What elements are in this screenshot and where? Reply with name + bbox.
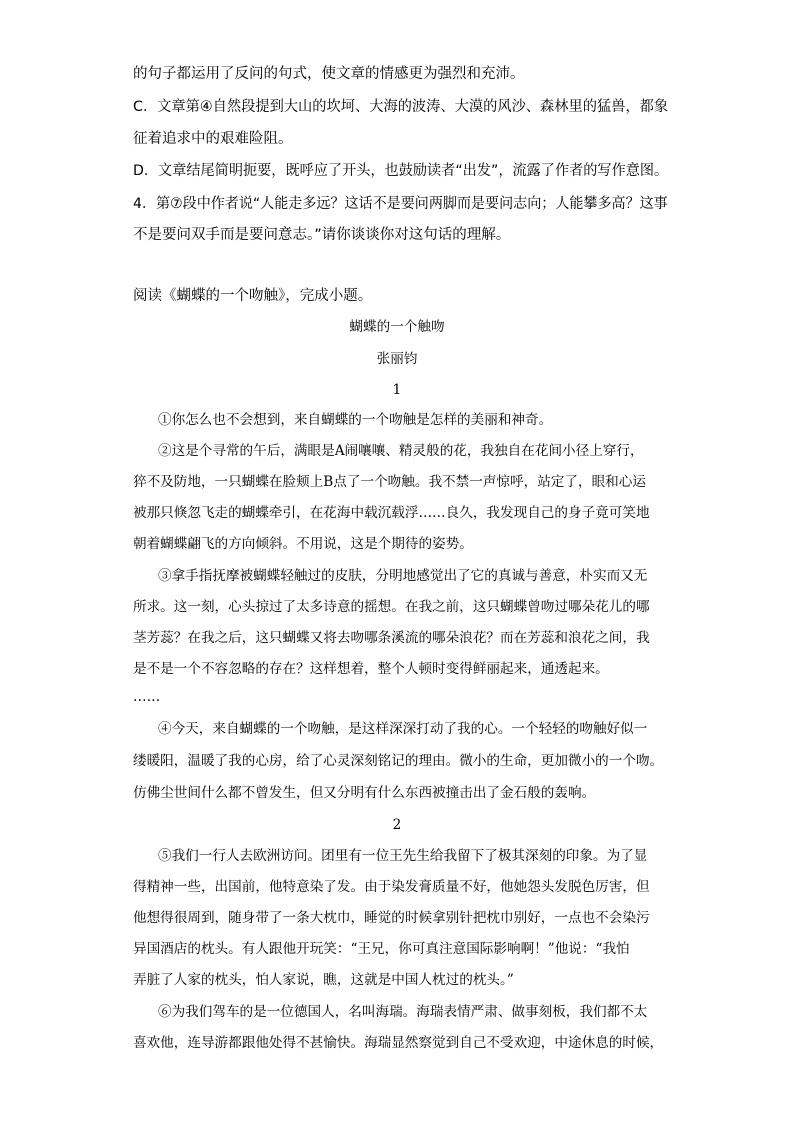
article-line: 仿佛尘世间什么都不曾发生，但又分明有什么东西被撞击出了金石般的轰响。 xyxy=(133,785,596,801)
question-line: 征着追求中的艰难险阻。 xyxy=(133,131,293,147)
section-number: 2 xyxy=(392,817,402,833)
section-number: 1 xyxy=(392,382,402,398)
article-line: 得精神一些，出国前，他特意染了发。由于染发膏质量不好，他她怨头发脱色厉害，但 xyxy=(133,879,650,895)
article-line: ④今天，来自蝴蝶的一个吻触，是这样深深打动了我的心。一个轻轻的吻触好似一 xyxy=(158,721,648,737)
question-line: 4．第⑦段中作者说“人能走多远？这话不是要问两脚而是要问志向；人能攀多高？这事 xyxy=(133,196,668,212)
question-line: D．文章结尾简明扼要，既呼应了开头，也鼓励读者“出发”，流露了作者的写作意图。 xyxy=(133,163,669,179)
article-line: 茎芳蕊？在我之后，这只蝴蝶又将去吻哪条溪流的哪朵浪花？而在芳蕊和浪花之间，我 xyxy=(133,630,650,646)
ellipsis-line: …… xyxy=(133,689,161,705)
article-line: 朝着蝴蝶翩飞的方向倾斜。不用说，这是个期待的姿势。 xyxy=(133,536,473,552)
article-line: 弄脏了人家的枕头，怕人家说，瞧，这就是中国人枕过的枕头。” xyxy=(133,972,514,988)
article-line: 所求。这一刻，心头掠过了太多诗意的摇想。在我之前，这只蝴蝶曾吻过哪朵花儿的哪 xyxy=(133,599,650,615)
article-line: ③拿手指抚摩被蝴蝶轻触过的皮肤，分明地感觉出了它的真诚与善意，朴实而又无 xyxy=(158,568,648,584)
article-line: ①你怎么也不会想到，来自蝴蝶的一个吻触是怎样的美丽和神奇。 xyxy=(158,412,553,428)
article-line: ⑥为我们驾车的是一位德国人，名叫海瑞。海瑞表情严肃、做事刻板，我们都不太 xyxy=(158,1004,648,1020)
article-line: 是不是一个不容忽略的存在？这样想着，整个人顿时变得鲜丽起来，通透起来。 xyxy=(133,661,609,677)
article-author: 张丽钧 xyxy=(376,351,418,367)
article-title: 蝴蝶的一个触吻 xyxy=(349,319,445,335)
article-line: 被那只倏忽飞走的蝴蝶牵引，在花海中载沉载浮……良久，我发现自己的身子竟可笑地 xyxy=(133,505,650,521)
question-line: C．文章第④自然段提到大山的坎坷、大海的波涛、大漠的风沙、森林里的猛兽，都象 xyxy=(133,99,669,115)
article-line: ⑤我们一行人去欧洲访问。团里有一位王先生给我留下了极其深刻的印象。为了显 xyxy=(158,848,648,864)
reading-instruction: 阅读《蝴蝶的一个吻触》，完成小题。 xyxy=(133,288,373,304)
article-line: 缕暖阳，温暖了我的心房，给了心灵深刻铭记的理由。微小的生命，更加微小的一个吻。 xyxy=(133,753,664,769)
article-line: ②这是个寻常的午后，满眼是A闹嚷嚷、精灵般的花，我独自在花间小径上穿行， xyxy=(158,443,644,459)
question-line: 不是要问双手而是要问意志。”请你谈谈你对这句话的理解。 xyxy=(133,227,511,243)
article-line: 他想得很周到，随身带了一条大枕巾，睡觉的时候拿别针把枕巾别好，一点也不会染污 xyxy=(133,910,650,926)
article-line: 异国酒店的枕头。有人跟他开玩笑：“王兄，你可真注意国际影响啊！”他说：“我怕 xyxy=(133,941,630,957)
article-line: 喜欢他，连导游都跟他处得不甚愉快。海瑞显然察觉到自己不受欢迎，中途休息的时候， xyxy=(133,1035,664,1051)
article-line: 猝不及防地，一只蝴蝶在脸颊上B点了一个吻触。我不禁一声惊呼，站定了，眼和心运 xyxy=(133,474,646,490)
question-line: 的句子都运用了反问的句式，使文章的情感更为强烈和充沛。 xyxy=(133,66,525,82)
